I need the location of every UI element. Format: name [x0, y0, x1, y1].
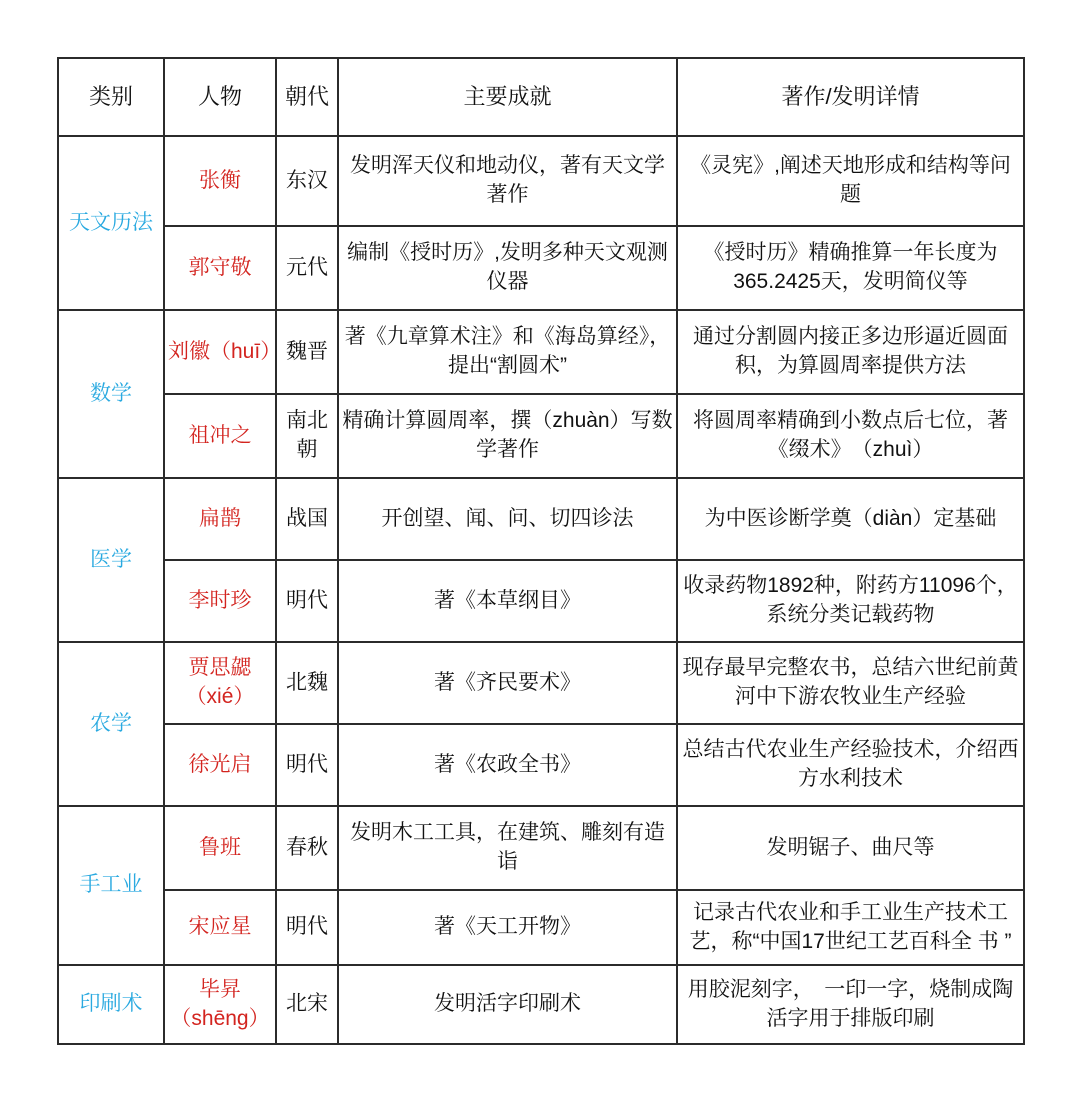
- person-cell: 毕昇（shēng）: [164, 965, 276, 1044]
- table-row: [58, 965, 1024, 1044]
- dynasty-cell: 北宋: [276, 965, 338, 1044]
- detail-cell: 记录古代农业和手工业生产技术工艺，称“中国17世纪工艺百科全 书 ”: [677, 890, 1024, 965]
- dynasty-cell: 魏晋: [276, 310, 338, 394]
- person-cell: 祖冲之: [164, 394, 276, 478]
- detail-cell: 《灵宪》,阐述天地形成和结构等问题: [677, 136, 1024, 226]
- achievement-cell: 著《九章算术注》和《海岛算经》，提出“割圆术”: [338, 310, 677, 394]
- achievement-cell: 著《天工开物》: [338, 890, 677, 965]
- achievement-cell: 发明活字印刷术: [338, 965, 677, 1044]
- detail-cell: 收录药物1892种，附药方11096个，系统分类记载药物: [677, 560, 1024, 642]
- category-cell-agronomy: 农学: [58, 642, 164, 806]
- detail-cell: 用胶泥刻字， 一印一字，烧制成陶活字用于排版印刷: [677, 965, 1024, 1044]
- person-cell: 张衡: [164, 136, 276, 226]
- dynasty-cell: 战国: [276, 478, 338, 560]
- category-cell-astronomy: 天文历法: [58, 136, 164, 310]
- person-cell: 扁鹊: [164, 478, 276, 560]
- knowledge-summary-table: [57, 57, 1025, 1045]
- achievement-cell: 编制《授时历》,发明多种天文观测仪器: [338, 226, 677, 310]
- person-cell: 鲁班: [164, 806, 276, 890]
- person-cell: 宋应星: [164, 890, 276, 965]
- achievement-cell: 发明浑天仪和地动仪，著有天文学著作: [338, 136, 677, 226]
- category-cell-medicine: 医学: [58, 478, 164, 642]
- achievement-cell: 精确计算圆周率，撰（zhuàn）写数学著作: [338, 394, 677, 478]
- achievement-cell: 著《农政全书》: [338, 724, 677, 806]
- achievement-cell: 发明木工工具，在建筑、雕刻有造诣: [338, 806, 677, 890]
- table-row: [58, 806, 1024, 890]
- header-cell-detail: 著作/发明详情: [677, 58, 1024, 136]
- dynasty-cell: 明代: [276, 890, 338, 965]
- category-cell-handicraft: 手工业: [58, 806, 164, 965]
- dynasty-cell: 南北朝: [276, 394, 338, 478]
- table-row: [58, 890, 1024, 965]
- detail-cell: 通过分割圆内接正多边形逼近圆面积，为算圆周率提供方法: [677, 310, 1024, 394]
- table-row: [58, 394, 1024, 478]
- dynasty-cell: 明代: [276, 560, 338, 642]
- achievement-cell: 开创望、闻、问、切四诊法: [338, 478, 677, 560]
- achievement-cell: 著《齐民要术》: [338, 642, 677, 724]
- dynasty-cell: 明代: [276, 724, 338, 806]
- dynasty-cell: 元代: [276, 226, 338, 310]
- person-cell: 刘徽（huī）: [164, 310, 276, 394]
- person-cell: 徐光启: [164, 724, 276, 806]
- category-cell-printing: 印刷术: [58, 965, 164, 1044]
- detail-cell: 总结古代农业生产经验技术，介绍西方水利技术: [677, 724, 1024, 806]
- category-cell-math: 数学: [58, 310, 164, 478]
- person-cell: 贾思勰（xié）: [164, 642, 276, 724]
- header-cell-achievement: 主要成就: [338, 58, 677, 136]
- dynasty-cell: 北魏: [276, 642, 338, 724]
- table-row: [58, 226, 1024, 310]
- dynasty-cell: 东汉: [276, 136, 338, 226]
- table-row: [58, 136, 1024, 226]
- table-row: [58, 310, 1024, 394]
- achievement-cell: 著《本草纲目》: [338, 560, 677, 642]
- header-cell-person: 人物: [164, 58, 276, 136]
- header-cell-category: 类别: [58, 58, 164, 136]
- detail-cell: 将圆周率精确到小数点后七位，著《缀术》 （zhuì）: [677, 394, 1024, 478]
- header-cell-dynasty: 朝代: [276, 58, 338, 136]
- detail-cell: 发明锯子、曲尺等: [677, 806, 1024, 890]
- table-row: [58, 478, 1024, 560]
- header-row: [58, 58, 1024, 136]
- dynasty-cell: 春秋: [276, 806, 338, 890]
- person-cell: 李时珍: [164, 560, 276, 642]
- table-row: [58, 724, 1024, 806]
- detail-cell: 现存最早完整农书，总结六世纪前黄河中下游农牧业生产经验: [677, 642, 1024, 724]
- person-cell: 郭守敬: [164, 226, 276, 310]
- detail-cell: 为中医诊断学奠（diàn）定基础: [677, 478, 1024, 560]
- table-row: [58, 642, 1024, 724]
- detail-cell: 《授时历》精确推算一年长度为365.2425天，发明简仪等: [677, 226, 1024, 310]
- table-row: [58, 560, 1024, 642]
